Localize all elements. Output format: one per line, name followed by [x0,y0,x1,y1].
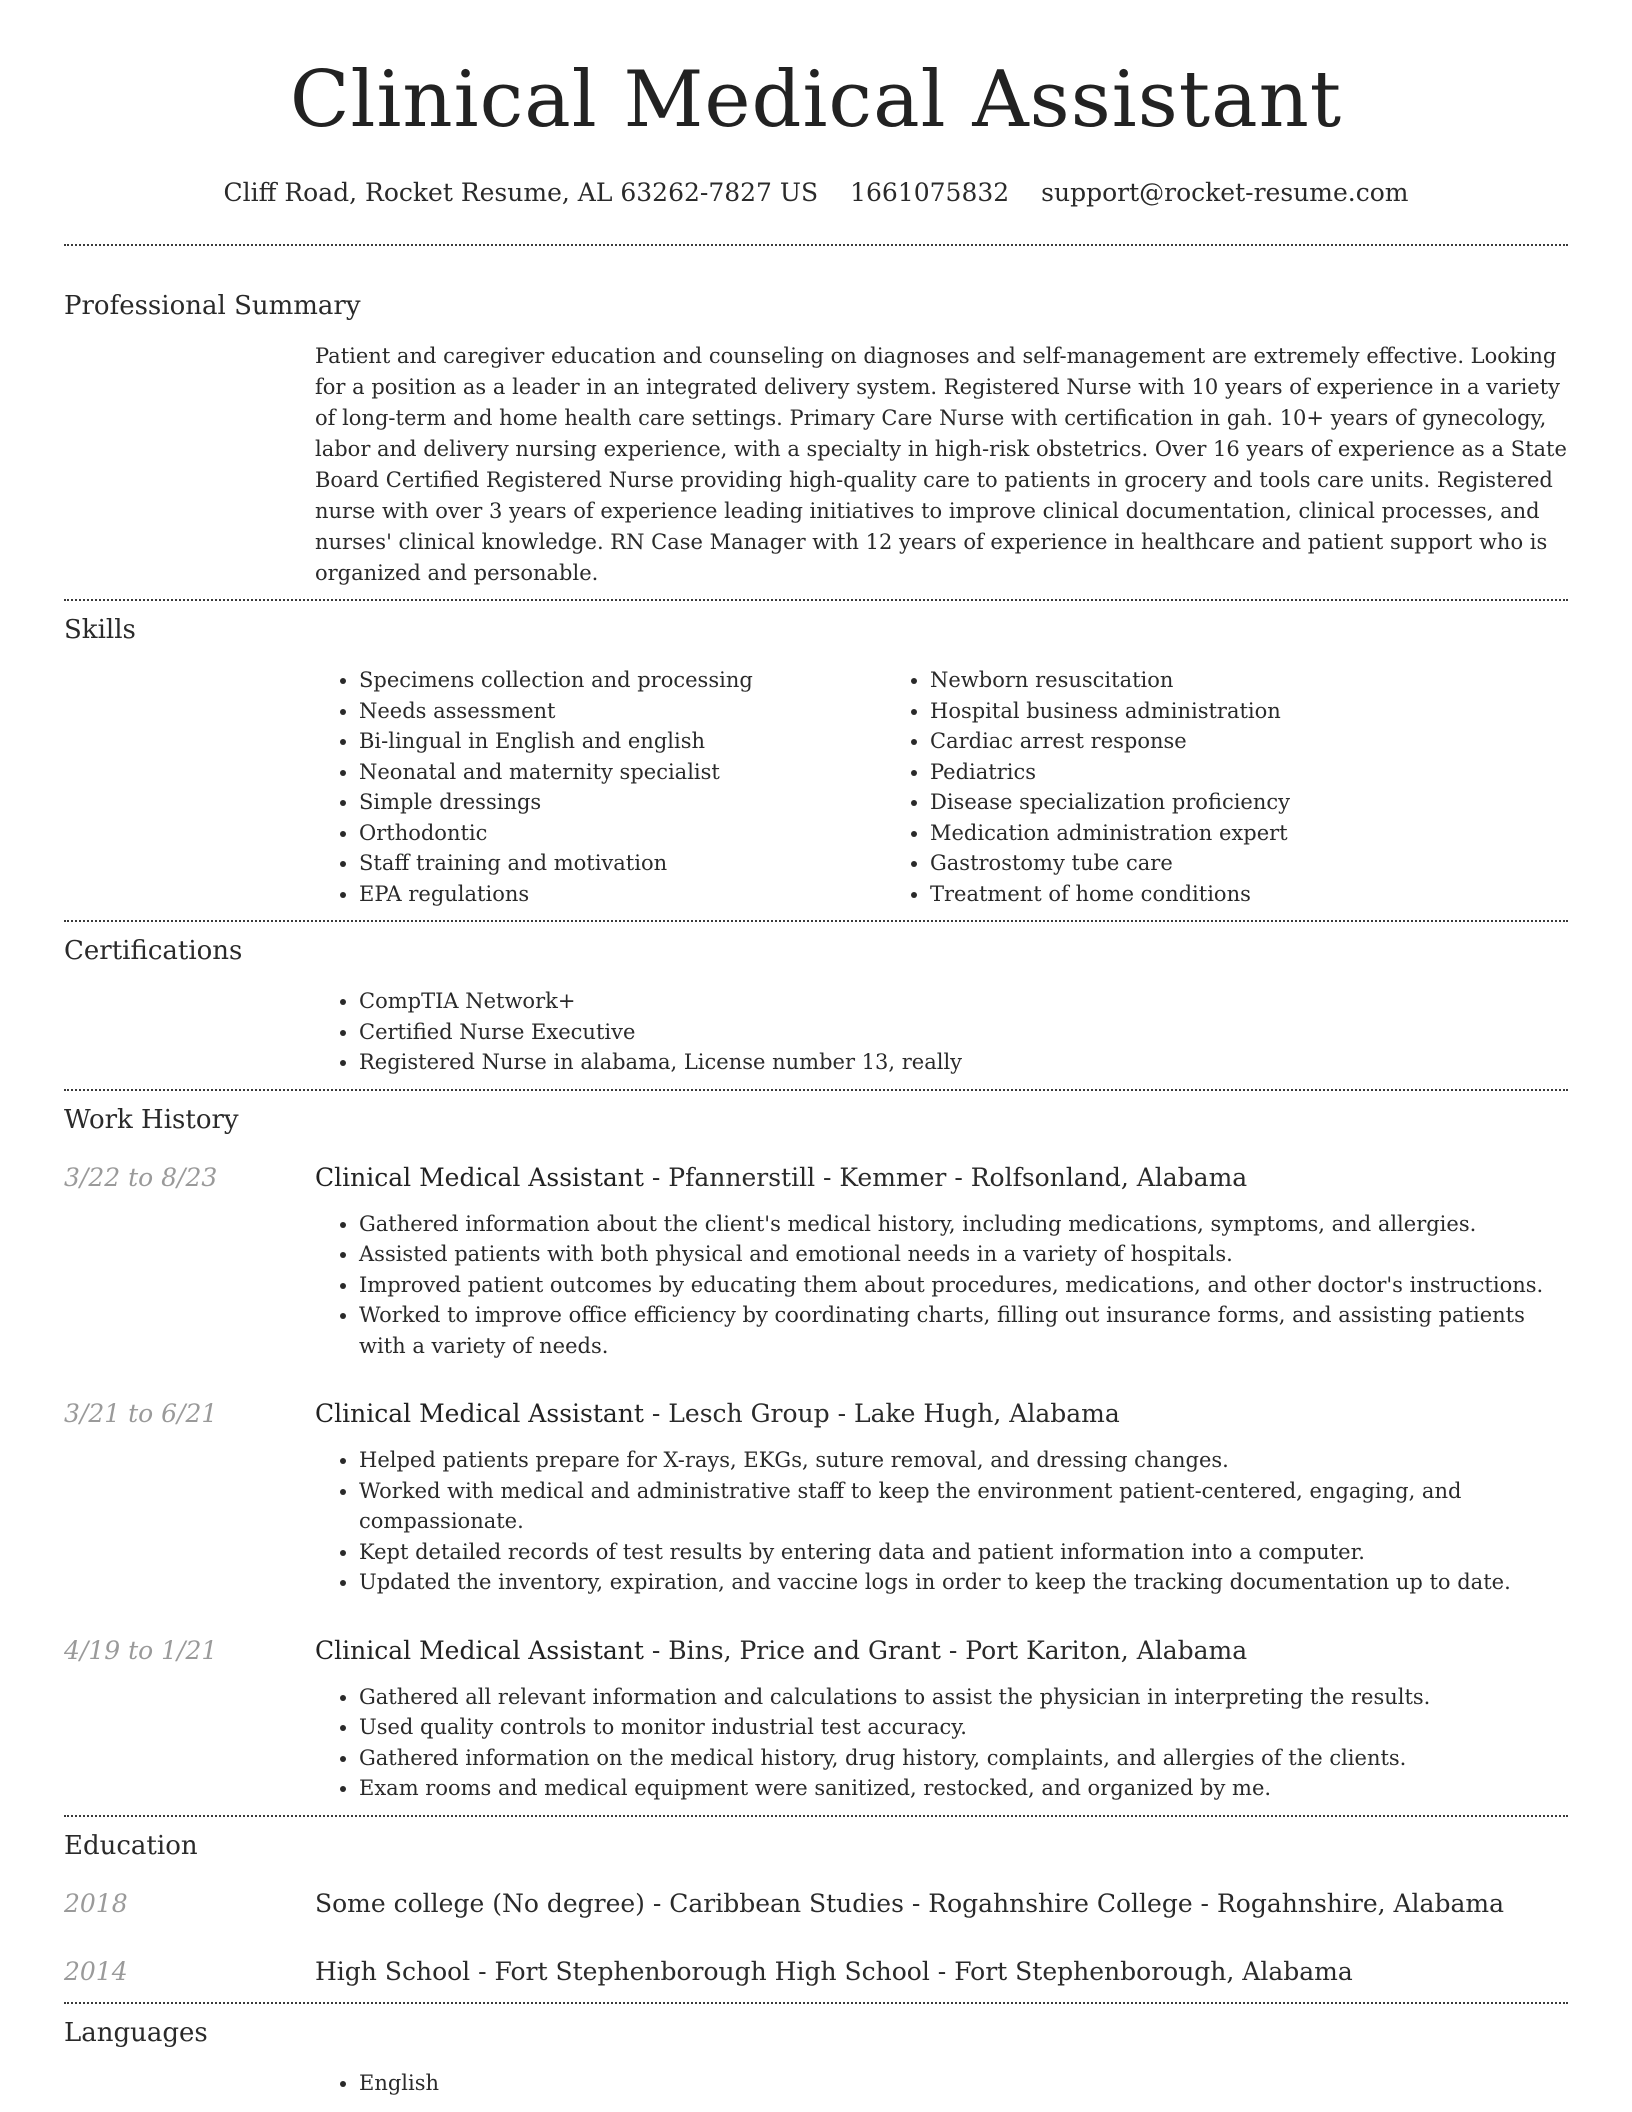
job-dates: 3/22 to 8/23 [64,1162,218,1192]
job-role: Clinical Medical Assistant [315,1635,644,1665]
job-bullets [315,1682,1568,1804]
job-employer: - Bins, Price and Grant - Port Kariton, Alabama [643,1635,1248,1665]
contact-line [64,176,1568,210]
certifications-list [315,986,1568,1078]
job-title-line [315,1397,1568,1431]
certifications-content [315,986,1568,1089]
job-entry [64,1397,1568,1598]
section-title-education: Education [64,1830,198,1861]
education-year: 2014 [64,1956,128,1986]
work-section [64,1091,1568,1815]
education-degree: High School [315,1956,471,1986]
languages-list [315,2068,1568,2099]
job-bullets [315,1209,1568,1362]
language-item: • English [359,2068,1568,2099]
languages-content [315,2068,1568,2099]
skill-item: • Gastrostomy tube care [930,848,1568,879]
skills-column-1 [315,665,886,909]
summary-content [315,341,1568,599]
certification-item: • Certified Nurse Executive [359,1017,1568,1048]
skill-item: • Simple dressings [359,787,886,818]
education-year: 2018 [64,1888,128,1918]
section-title-certifications: Certifications [64,936,243,966]
skills-content [315,665,1568,920]
certification-item: • CompTIA Network+ [359,986,1568,1017]
skill-item: • Medication administration expert [930,818,1568,849]
skill-item: • Staff training and motivation [359,848,886,879]
languages-section [64,2004,1568,2099]
job-employer: - Lesch Group - Lake Hugh, Alabama [643,1399,1120,1428]
job-entry [64,1634,1568,1815]
job-dates: 4/19 to 1/21 [64,1635,218,1665]
job-entry [64,1161,1568,1362]
job-bullet: • Improved patient outcomes by educating them about procedures, medications, and other doctor's instructions. [359,1270,1568,1301]
job-dates: 3/21 to 6/21 [64,1399,218,1428]
skill-item: • Bi-lingual in English and english [359,726,886,757]
job-bullet: • Updated the inventory, expiration, and vaccine logs in order to keep the tracking documentation up to date. [359,1567,1568,1598]
education-section [64,1817,1568,2002]
job-role: Clinical Medical Assistant [315,1399,644,1428]
section-title-summary: Professional Summary [64,291,361,321]
skill-item: • Disease specialization proficiency [930,787,1568,818]
skill-item: • Orthodontic [359,818,886,849]
job-title-line [315,1634,1568,1668]
skill-item: • Newborn resuscitation [930,665,1568,696]
resume-page [64,0,1568,2098]
certification-item: • Registered Nurse in alabama, License number 13, really [359,1047,1568,1078]
section-title-skills: Skills [64,615,136,645]
contact-address: Cliff Road, Rocket Resume, AL 63262-7827 US [223,178,819,207]
summary-section [64,246,1568,599]
skill-item: • Pediatrics [930,757,1568,788]
skill-item: • Treatment of home conditions [930,879,1568,910]
section-title-work: Work History [64,1104,239,1135]
skills-section [64,601,1568,920]
contact-email: support@rocket-resume.com [1041,178,1409,207]
job-title-line [315,1161,1568,1195]
education-line [315,1955,1568,1989]
summary-text: Patient and caregiver education and counseling on diagnoses and self-management are extremely effective. Looking for a position as a leader in an integrated delivery system. Registered Nurse with 10 years of experience in a variety of long-term and home health care settings. Primary Care Nurse with certification in gah. 10+ years of gynecology, labor and delivery nursing experience, with a specialty in high-risk obstetrics. Over 16 years of experience as a State Board Certified Registered Nurse providing high-quality care to patients in grocery and tools care units. Registered nurse with over 3 years of experience leading initiatives to improve clinical documentation, clinical processes, and nurses' clinical knowledge. RN Case Manager with 12 years of experience in healthcare and patient support who is organized and personable. [315,344,1567,585]
job-duties [315,1445,1568,1598]
job-bullet: • Exam rooms and medical equipment were sanitized, restocked, and organized by me. [359,1773,1568,1804]
candidate-name: Clinical Medical Assistant [289,55,1343,145]
job-bullet: • Helped patients prepare for X-rays, EKGs, suture removal, and dressing changes. [359,1445,1568,1476]
education-degree: Some college (No degree) - Caribbean Studies [315,1888,904,1918]
education-line [315,1887,1568,1921]
education-entry [64,1955,1568,2002]
skill-item: • Needs assessment [359,696,886,727]
job-bullet: • Worked with medical and administrative staff to keep the environment patient-centered, engaging, and compassionate. [359,1476,1568,1537]
job-bullet: • Kept detailed records of test results by entering data and patient information into a computer. [359,1537,1568,1568]
job-bullet: • Gathered all relevant information and calculations to assist the physician in interpreting the results. [359,1682,1568,1713]
job-duties [315,1209,1568,1362]
job-employer: - Pfannerstill - Kemmer - Rolfsonland, Alabama [643,1162,1248,1192]
certifications-section [64,922,1568,1089]
skills-column-2 [886,665,1568,909]
skill-item: • Neonatal and maternity specialist [359,757,886,788]
education-school: - Rogahnshire College - Rogahnshire, Alabama [903,1888,1504,1918]
job-bullets [315,1445,1568,1598]
skill-item: • Hospital business administration [930,696,1568,727]
contact-phone: 1661075832 [850,178,1010,207]
job-bullet: • Worked to improve office efficiency by coordinating charts, filling out insurance forms, and assisting patients with a variety of needs. [359,1300,1568,1361]
skill-item: • Cardiac arrest response [930,726,1568,757]
job-bullet: • Gathered information on the medical history, drug history, complaints, and allergies of the clients. [359,1743,1568,1774]
skill-item: • EPA regulations [359,879,886,910]
resume-header [64,0,1568,210]
job-duties [315,1682,1568,1815]
education-entry [64,1887,1568,1921]
job-bullet: • Used quality controls to monitor industrial test accuracy. [359,1712,1568,1743]
job-bullet: • Gathered information about the client's medical history, including medications, symptoms, and allergies. [359,1209,1568,1240]
job-bullet: • Assisted patients with both physical and emotional needs in a variety of hospitals. [359,1239,1568,1270]
section-title-languages: Languages [64,2017,208,2048]
skill-item: • Specimens collection and processing [359,665,886,696]
education-school: - Fort Stephenborough High School - Fort Stephenborough, Alabama [470,1956,1353,1986]
job-role: Clinical Medical Assistant [315,1162,644,1192]
